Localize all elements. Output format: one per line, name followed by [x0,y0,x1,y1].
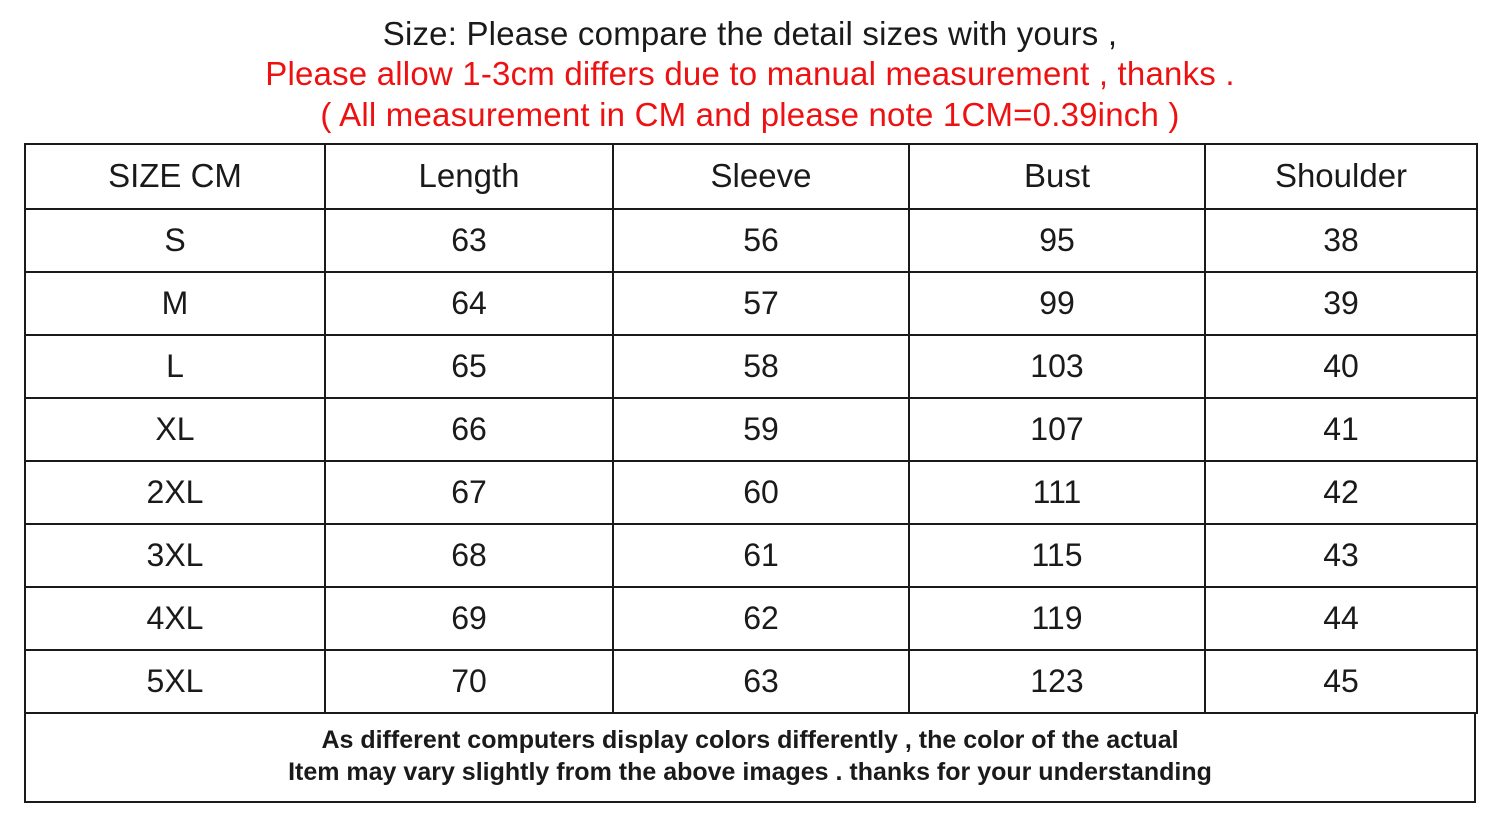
header-notes [0,0,1500,143]
table-row [25,461,1477,524]
footer-note-line-1: As different computers display colors differently , the color of the actual [321,725,1179,754]
table-row [25,335,1477,398]
cell-length: 66 [325,398,613,461]
cell-sleeve: 63 [613,650,909,713]
cell-shoulder: 45 [1205,650,1477,713]
cell-length: 64 [325,272,613,335]
column-header-size: SIZE CM [25,144,325,209]
cell-bust: 111 [909,461,1205,524]
cell-sleeve: 62 [613,587,909,650]
cell-bust: 119 [909,587,1205,650]
cell-length: 70 [325,650,613,713]
cell-size: 2XL [25,461,325,524]
cell-size: M [25,272,325,335]
table-row [25,524,1477,587]
table-row [25,587,1477,650]
table-row [25,650,1477,713]
cell-size: 4XL [25,587,325,650]
cell-shoulder: 44 [1205,587,1477,650]
size-table-wrapper [24,143,1476,714]
column-header-bust: Bust [909,144,1205,209]
cell-sleeve: 57 [613,272,909,335]
cell-bust: 115 [909,524,1205,587]
cell-length: 65 [325,335,613,398]
cell-sleeve: 59 [613,398,909,461]
cell-bust: 103 [909,335,1205,398]
cell-length: 63 [325,209,613,272]
size-table [24,143,1478,714]
cell-shoulder: 43 [1205,524,1477,587]
cell-shoulder: 40 [1205,335,1477,398]
header-note-line-1: Size: Please compare the detail sizes with yours , [382,15,1118,52]
cell-bust: 95 [909,209,1205,272]
table-body [25,209,1477,713]
cell-bust: 123 [909,650,1205,713]
cell-size: 3XL [25,524,325,587]
cell-shoulder: 39 [1205,272,1477,335]
cell-sleeve: 56 [613,209,909,272]
cell-shoulder: 38 [1205,209,1477,272]
column-header-shoulder: Shoulder [1205,144,1477,209]
column-header-sleeve: Sleeve [613,144,909,209]
table-header [25,144,1477,209]
cell-bust: 107 [909,398,1205,461]
footer-notes [24,714,1476,803]
table-header-row [25,144,1477,209]
cell-shoulder: 41 [1205,398,1477,461]
header-note-line-2: Please allow 1-3cm differs due to manual measurement , thanks . [265,55,1235,93]
table-row [25,272,1477,335]
cell-sleeve: 61 [613,524,909,587]
cell-shoulder: 42 [1205,461,1477,524]
cell-bust: 99 [909,272,1205,335]
table-row [25,398,1477,461]
cell-length: 68 [325,524,613,587]
cell-length: 69 [325,587,613,650]
cell-length: 67 [325,461,613,524]
footer-note-line-2: Item may vary slightly from the above images . thanks for your understanding [288,758,1212,787]
cell-size: S [25,209,325,272]
header-note-line-3: ( All measurement in CM and please note 1CM=0.39inch ) [320,95,1180,133]
cell-size: XL [25,398,325,461]
column-header-length: Length [325,144,613,209]
cell-sleeve: 58 [613,335,909,398]
cell-size: L [25,335,325,398]
cell-sleeve: 60 [613,461,909,524]
table-row [25,209,1477,272]
cell-size: 5XL [25,650,325,713]
